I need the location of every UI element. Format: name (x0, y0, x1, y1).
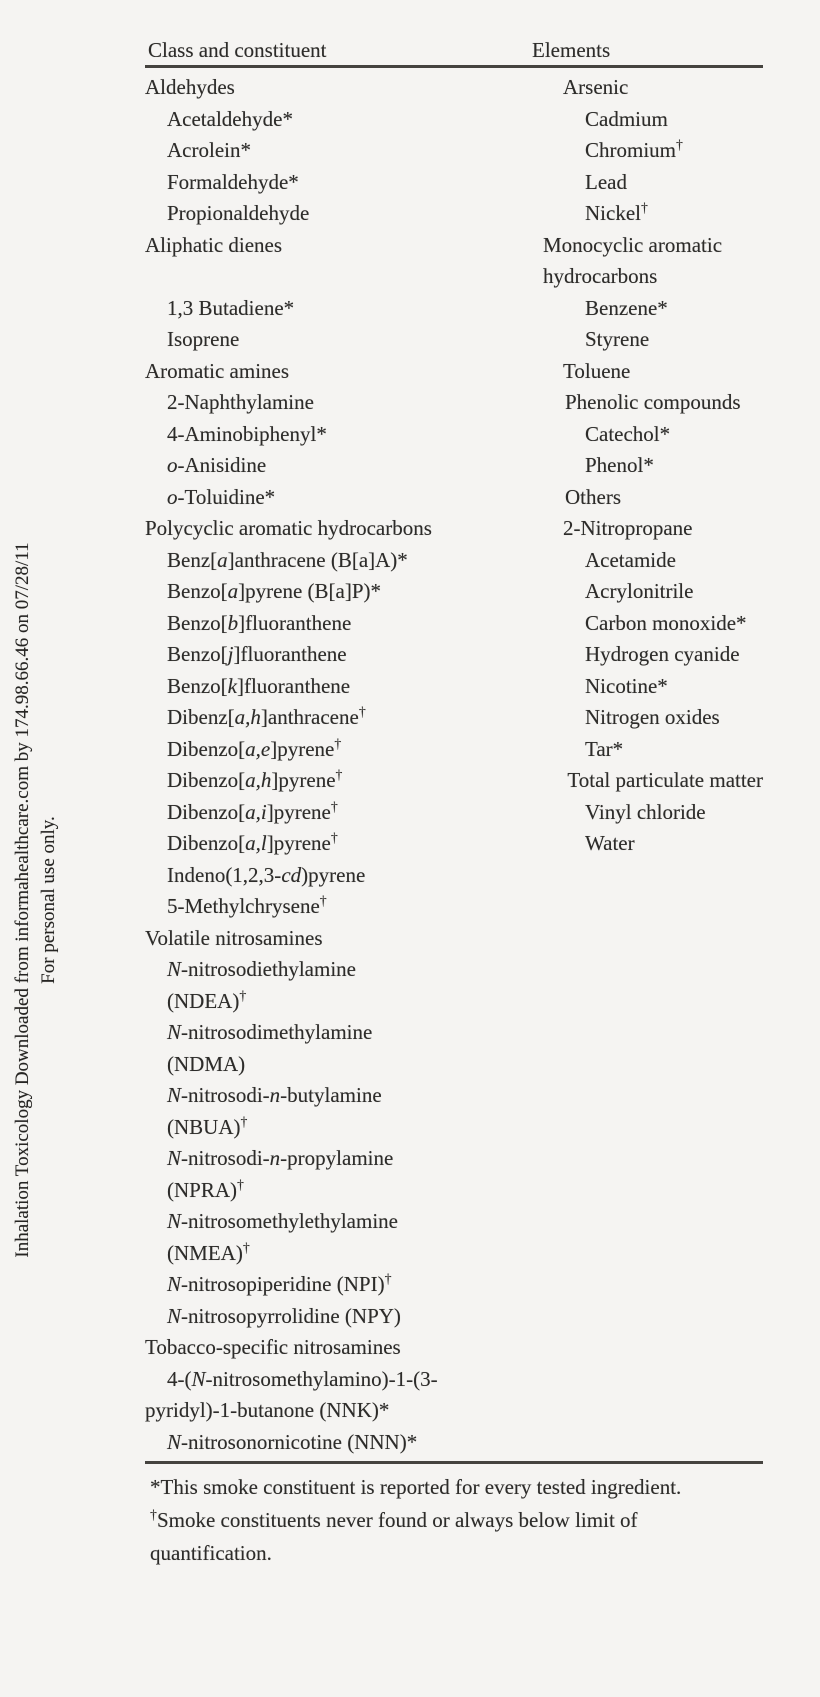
elements-cell: Toluene (563, 358, 631, 383)
elements-cell: Nitrogen oxides (585, 705, 720, 729)
elements-cell: Phenolic compounds (565, 390, 741, 414)
table-body (145, 68, 763, 1458)
class-and-constituent-cell: Dibenzo[a,h]pyrene† (167, 767, 343, 792)
table-row (145, 639, 763, 671)
table-row (145, 1017, 763, 1080)
class-and-constituent-cell: Acrolein* (167, 138, 251, 162)
table-row (145, 513, 763, 545)
elements-cell: Carbon monoxide* (585, 610, 747, 635)
class-and-constituent-cell: Aliphatic dienes (145, 232, 283, 257)
class-and-constituent-cell: Indeno(1,2,3-cd)pyrene (167, 862, 366, 887)
table-row (145, 72, 763, 104)
class-and-constituent-cell: Formaldehyde* (167, 169, 299, 194)
table-row (145, 387, 763, 419)
class-and-constituent-cell: Dibenz[a,h]anthracene† (167, 704, 366, 729)
column-header-elements: Elements (532, 38, 611, 62)
table-row (145, 419, 763, 451)
class-and-constituent-cell: N-nitrosomethylethylamine (NMEA)† (167, 1209, 398, 1265)
elements-cell: Benzene* (585, 295, 668, 320)
table-row (145, 198, 763, 230)
elements-cell: Chromium† (585, 137, 683, 162)
table-row (145, 167, 763, 199)
column-header-class-and-constituent: Class and constituent (148, 38, 327, 62)
elements-cell: Total particulate matter (567, 768, 763, 792)
table-row (145, 954, 763, 1017)
elements-cell: Nicotine* (585, 673, 668, 698)
table-row (145, 545, 763, 577)
table-row (145, 828, 763, 860)
elements-cell: Arsenic (563, 75, 629, 99)
class-and-constituent-cell: Benzo[k]fluoranthene (167, 673, 351, 698)
elements-cell: Nickel† (585, 200, 648, 225)
table-row (145, 734, 763, 766)
table-row (145, 923, 763, 955)
table-row (145, 576, 763, 608)
table-row (145, 324, 763, 356)
elements-cell: Vinyl chloride (585, 799, 706, 824)
table-header-row (145, 35, 763, 65)
watermark-line-1: Inhalation Toxicology Downloaded from informahealthcare.com by 174.98.66.46 on 07/28/11 (12, 542, 33, 1258)
table-row (145, 1206, 763, 1269)
table-row (145, 104, 763, 136)
class-and-constituent-cell: N-nitrosodiethylamine (NDEA)† (167, 957, 356, 1013)
class-and-constituent-cell: 1,3 Butadiene* (167, 295, 295, 320)
table-row (145, 765, 763, 797)
class-and-constituent-cell: N-nitrosopiperidine (NPI)† (167, 1271, 392, 1296)
elements-cell: Styrene (585, 327, 650, 351)
table-row (145, 1332, 763, 1364)
table-row (145, 135, 763, 167)
table-row (145, 608, 763, 640)
class-and-constituent-cell: 4-Aminobiphenyl* (167, 421, 327, 446)
class-and-constituent-cell: Polycyclic aromatic hydrocarbons (145, 516, 432, 540)
class-and-constituent-cell: Benzo[a]pyrene (B[a]P)* (167, 579, 382, 603)
table-row (145, 1143, 763, 1206)
class-and-constituent-cell: Dibenzo[a,i]pyrene† (167, 798, 338, 824)
class-and-constituent-cell: N-nitrosopyrrolidine (NPY) (167, 1303, 401, 1328)
journal-watermark (10, 450, 62, 1350)
footnote-dagger: †Smoke constituents never found or always below limit of quantification. (150, 1507, 638, 1565)
table-row (145, 1269, 763, 1301)
table-row (145, 1427, 763, 1459)
constituents-table (145, 35, 763, 1570)
class-and-constituent-cell: Dibenzo[a,l]pyrene† (167, 830, 338, 855)
class-and-constituent-cell: Benzo[b]fluoranthene (167, 610, 352, 635)
elements-cell: Others (565, 484, 621, 509)
elements-cell: Acetamide (585, 547, 676, 572)
table-row (145, 671, 763, 703)
class-and-constituent-cell: Acetaldehyde* (167, 106, 293, 131)
class-and-constituent-cell: Benz[a]anthracene (B[a]A)* (167, 547, 408, 572)
elements-cell: Lead (585, 169, 627, 194)
class-and-constituent-cell: Tobacco-specific nitrosamines (145, 1335, 401, 1359)
class-and-constituent-cell: Propionaldehyde (167, 201, 310, 225)
class-and-constituent-cell: Volatile nitrosamines (145, 925, 323, 950)
table-row (145, 293, 763, 325)
table-row (145, 860, 763, 892)
elements-cell: Acrylonitrile (585, 579, 694, 603)
table-row (145, 797, 763, 829)
table-row (145, 356, 763, 388)
class-and-constituent-cell: Benzo[j]fluoranthene (167, 642, 347, 666)
table-row (145, 702, 763, 734)
table-row (145, 450, 763, 482)
table-row (145, 230, 763, 293)
class-and-constituent-cell: o-Toluidine* (167, 484, 276, 509)
elements-cell: Tar* (585, 736, 624, 761)
class-and-constituent-cell: N-nitrosonornicotine (NNN)* (167, 1429, 418, 1454)
class-and-constituent-cell: Aromatic amines (145, 358, 290, 383)
class-and-constituent-cell: Dibenzo[a,e]pyrene† (167, 735, 342, 761)
elements-cell: Catechol* (585, 421, 671, 446)
class-and-constituent-cell: 2-Naphthylamine (167, 390, 314, 414)
table-row (145, 1080, 763, 1143)
class-and-constituent-cell: N-nitrosodi-n-propylamine (NPRA)† (167, 1146, 394, 1202)
class-and-constituent-cell: 5-Methylchrysene† (167, 893, 327, 918)
table-row (145, 1364, 763, 1427)
elements-cell: Water (585, 831, 635, 855)
class-and-constituent-cell: N-nitrosodi-n-butylamine (NBUA)† (167, 1083, 382, 1139)
class-and-constituent-cell: o-Anisidine (167, 453, 267, 477)
elements-cell: Hydrogen cyanide (585, 642, 740, 666)
class-and-constituent-cell: 4-(N-nitrosomethylamino)-1-(3- pyridyl)-1-butanone (NNK)* (145, 1366, 438, 1422)
footnote-asterisk: *This smoke constituent is reported for every tested ingredient. (150, 1475, 682, 1499)
elements-cell: Cadmium (585, 106, 668, 131)
table-row (145, 891, 763, 923)
class-and-constituent-cell: Aldehydes (145, 75, 235, 99)
watermark-line-2: For personal use only. (38, 816, 59, 984)
footnotes (150, 1464, 820, 1570)
elements-cell: 2-Nitropropane (563, 516, 693, 540)
class-and-constituent-cell: Isoprene (167, 327, 240, 351)
elements-cell: Phenol* (585, 453, 654, 477)
elements-cell: Monocyclic aromatic hydrocarbons (543, 232, 723, 288)
class-and-constituent-cell: N-nitrosodimethylamine (NDMA) (167, 1020, 373, 1076)
table-row (145, 482, 763, 514)
table-row (145, 1301, 763, 1333)
